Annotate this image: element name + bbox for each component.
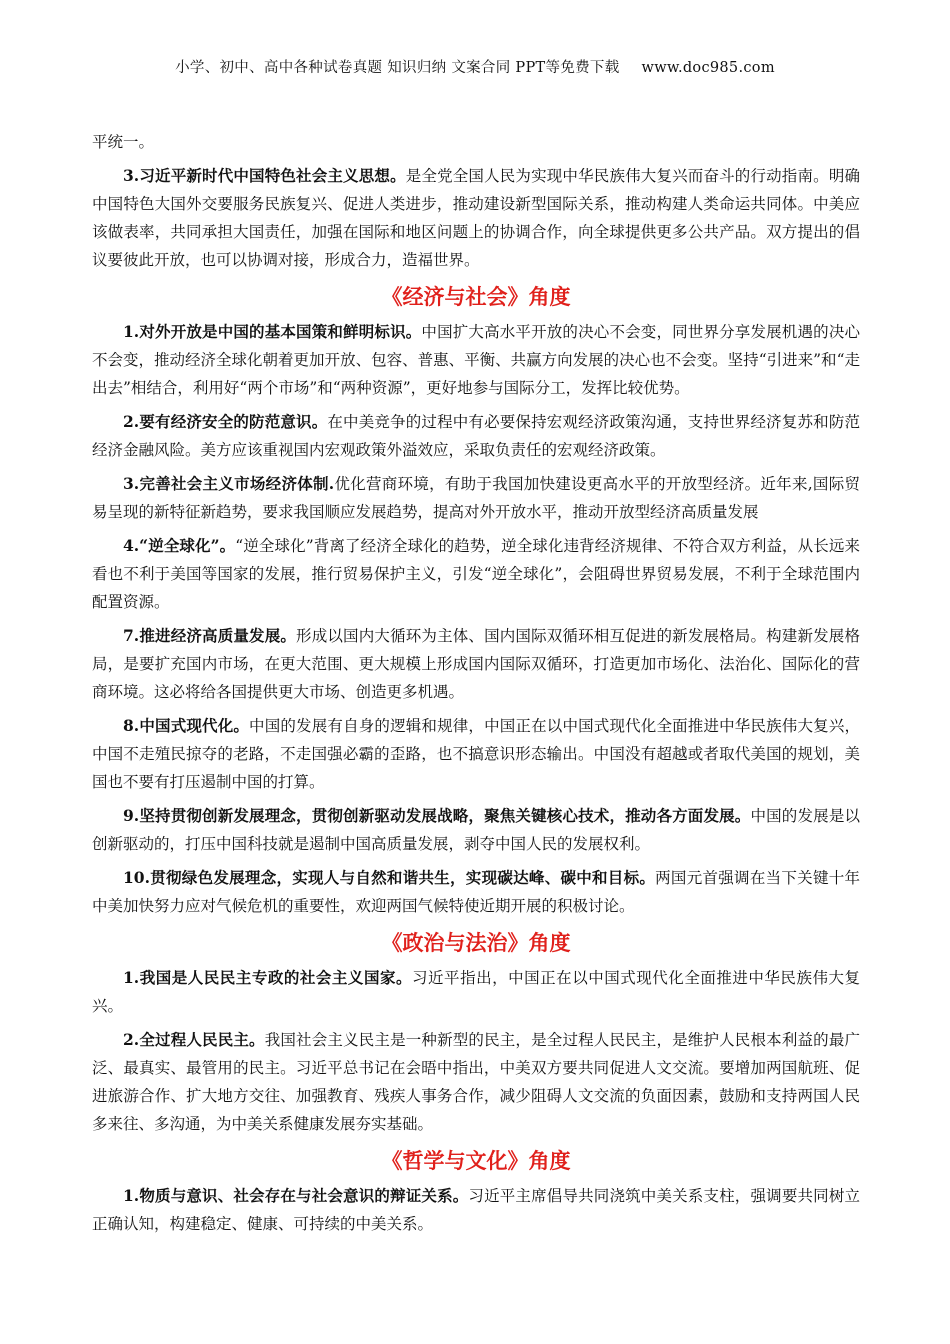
list-item bbox=[92, 470, 860, 526]
item-heading: 8.中国式现代化。 bbox=[123, 716, 250, 735]
item-heading: 1.物质与意识、社会存在与社会意识的辩证关系。 bbox=[123, 1186, 469, 1205]
item-heading: 1.对外开放是中国的基本国策和鲜明标识。 bbox=[123, 322, 422, 341]
list-item bbox=[92, 408, 860, 464]
item-heading: 4.“逆全球化”。 bbox=[123, 536, 236, 555]
item-text: “逆全球化”背离了经济全球化的趋势，逆全球化违背经济规律、不符合双方利益，从长远来看也不利于美国等国家的发展，推行贸易保护主义，引发“逆全球化”，会阻碍世界贸易发展，不利于全球范围内配置资源。 bbox=[92, 537, 860, 611]
document-body bbox=[92, 128, 860, 1244]
list-item bbox=[92, 622, 860, 706]
item-text: 中国的发展有自身的逻辑和规律，中国正在以中国式现代化全面推进中华民族伟大复兴，中国不走殖民掠夺的老路，不走国强必霸的歪路，也不搞意识形态输出。中国没有超越或者取代美国的规划，美国也不要有打压遏制中国的打算。 bbox=[92, 717, 860, 791]
list-item bbox=[92, 1182, 860, 1238]
item-text: 两国元首强调在当下关键十年中美加快努力应对气候危机的重要性，欢迎两国气候特使近期开展的积极讨论。 bbox=[92, 869, 860, 915]
list-item bbox=[92, 1026, 860, 1138]
list-item bbox=[92, 712, 860, 796]
item-heading: 9.坚持贯彻创新发展理念，贯彻创新驱动发展战略，聚焦关键核心技术，推动各方面发展。 bbox=[123, 806, 751, 825]
item-text: 习近平指出，中国正在以中国式现代化全面推进中华民族伟大复兴。 bbox=[92, 969, 860, 1015]
item-text: 优化营商环境，有助于我国加快建设更高水平的开放型经济。近年来,国际贸易呈现的新特征新趋势，要求我国顺应发展趋势，提高对外开放水平，推动开放型经济高质量发展 bbox=[92, 475, 860, 521]
list-item bbox=[92, 532, 860, 616]
list-item bbox=[92, 864, 860, 920]
item-text: 习近平主席倡导共同浇筑中美关系支柱，强调要共同树立正确认知，构建稳定、健康、可持续的中美关系。 bbox=[92, 1187, 860, 1233]
item-heading: 2.全过程人民民主。 bbox=[123, 1030, 265, 1049]
item-heading: 10.贯彻绿色发展理念，实现人与自然和谐共生，实现碳达峰、碳中和目标。 bbox=[123, 868, 656, 887]
item-heading: 7.推进经济高质量发展。 bbox=[123, 626, 297, 645]
page-header bbox=[0, 56, 950, 77]
header-text: 小学、初中、高中各种试卷真题 知识归纳 文案合同 PPT等免费下载 bbox=[175, 60, 620, 76]
intro-item-3 bbox=[92, 162, 860, 274]
section-title-economy: 《经济与社会》角度 bbox=[381, 284, 571, 309]
item-heading: 2.要有经济安全的防范意识。 bbox=[123, 412, 328, 431]
item-text: 在中美竞争的过程中有必要保持宏观经济政策沟通，支持世界经济复苏和防范经济金融风险。美方应该重视国内宏观政策外溢效应，采取负责任的宏观经济政策。 bbox=[92, 413, 860, 459]
header-url[interactable]: www.doc985.com bbox=[641, 60, 775, 76]
section-title-philosophy: 《哲学与文化》角度 bbox=[381, 1148, 571, 1173]
item-heading: 3.习近平新时代中国特色社会主义思想。 bbox=[123, 166, 406, 185]
item-heading: 1.我国是人民民主专政的社会主义国家。 bbox=[123, 968, 413, 987]
list-item bbox=[92, 964, 860, 1020]
item-text: 是全党全国人民为实现中华民族伟大复兴而奋斗的行动指南。明确中国特色大国外交要服务民族复兴、促进人类进步，推动建设新型国际关系，推动构建人类命运共同体。中美应该做表率，共同承担大国责任，加强在国际和地区问题上的协调合作，向全球提供更多公共产品。双方提出的倡议要彼此开放，也可以协调对接，形成合力，造福世界。 bbox=[92, 167, 860, 269]
item-text: 形成以国内大循环为主体、国内国际双循环相互促进的新发展格局。构建新发展格局，是要扩充国内市场，在更大范围、更大规模上形成国内国际双循环，打造更加市场化、法治化、国际化的营商环境。这必将给各国提供更大市场、创造更多机遇。 bbox=[92, 627, 860, 701]
intro-tail: 平统一。 bbox=[92, 133, 155, 151]
list-item bbox=[92, 318, 860, 402]
item-text: 我国社会主义民主是一种新型的民主，是全过程人民民主，是维护人民根本利益的最广泛、最真实、最管用的民主。习近平总书记在会晤中指出，中美双方要共同促进人文交流。要增加两国航班、促进旅游合作、扩大地方交往、加强教育、残疾人事务合作，减少阻碍人文交流的负面因素，鼓励和支持两国人民多来往、多沟通，为中美关系健康发展夯实基础。 bbox=[92, 1031, 860, 1133]
item-text: 中国扩大高水平开放的决心不会变，同世界分享发展机遇的决心不会变，推动经济全球化朝着更加开放、包容、普惠、平衡、共赢方向发展的决心也不会变。坚持“引进来”和“走出去”相结合，利用好“两个市场”和“两种资源”，更好地参与国际分工，发挥比较优势。 bbox=[92, 323, 860, 397]
item-text: 中国的发展是以创新驱动的，打压中国科技就是遏制中国高质量发展，剥夺中国人民的发展权利。 bbox=[92, 807, 860, 853]
list-item bbox=[92, 802, 860, 858]
section-title-politics: 《政治与法治》角度 bbox=[381, 930, 571, 955]
item-heading: 3.完善社会主义市场经济体制. bbox=[123, 474, 335, 493]
